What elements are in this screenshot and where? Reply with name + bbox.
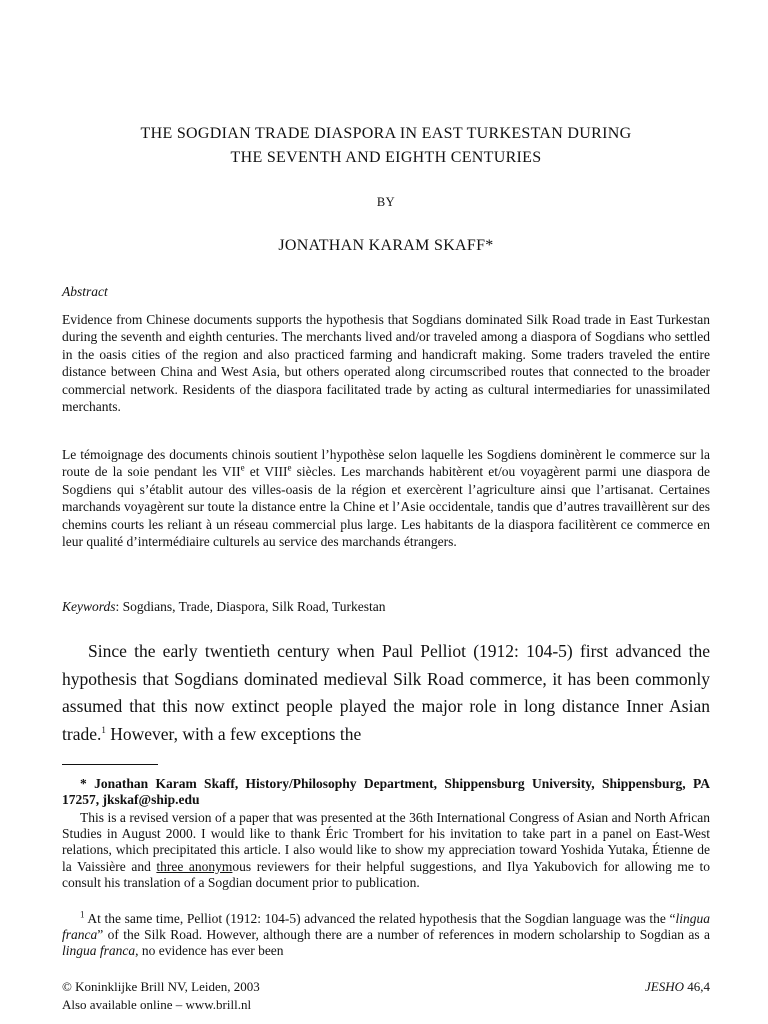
footnote-1-text-2: ” of the Silk Road. However, although there are a number of references in modern scholarship to Sogdian as a: [97, 927, 710, 943]
body-text-1: Since the early twentieth century when Paul Pelliot (1912: 104-5) first advanced the hypothesis that Sogdians dominated medieval Silk Road commerce, it has been commonly assumed that this now extinct people played the major role in long distance Inner Asian trade.: [62, 641, 710, 744]
footnote-ref-1[interactable]: 1: [101, 724, 106, 735]
footnote-1-text-3: , no evidence has ever been: [135, 943, 284, 959]
abstract-english: Evidence from Chinese documents supports the hypothesis that Sogdians dominated Silk Road trade in East Turkestan during the seventh and eighth centuries. The merchants lived and/or traveled among a diaspora of Sogdians who settled in the oasis cities of the region and also practiced farming and handicraft making. Some traders traveled the entire distance between China and West Asia, but others operated along circumscribed routes that connected to the broader commercial network. Residents of the diaspora facilitated trade by acting as cultural intermediaries for unassimilated merchants.: [62, 312, 710, 415]
byline-label: BY: [376, 195, 396, 209]
abstract-french-text-2: et VIII: [244, 464, 288, 480]
footnote-1: [62, 911, 710, 960]
copyright-line: © Koninklijke Brill NV, Leiden, 2003: [62, 979, 260, 994]
online-line: Also available online – www.brill.nl: [62, 997, 252, 1012]
abstract-french-sup-1: e: [240, 462, 245, 473]
footnote-1-italic-2: lingua franca: [62, 943, 136, 959]
page-footer: [62, 978, 710, 1014]
body-text-2: However, with a few exceptions the: [105, 723, 362, 744]
footnote-divider: [62, 764, 158, 765]
journal-issue: 46,4: [684, 979, 710, 994]
body-paragraph: [62, 638, 710, 748]
abstract-french-text-3: siècles. Les marchands habitèrent et/ou voyagèrent parmi une diaspora de Sogdiens qui s’établit autour des villes-oasis de la région et exercèrent l’agriculture ainsi que l’artisanat. Certaines marchands voyagèrent sur toute la distance entre la Chine et l’Asie occidentale, tandis que d’autres travaillèrent sur des chemins courts les reliant à un réseau commercial plus large. Les habitants de la diaspora facilitèrent ce commerce en leur qualité d’intermédiaire culturels au service des marchands étrangers.: [62, 464, 710, 550]
abstract-french-sup-2: e: [287, 462, 292, 473]
journal-name: JESHO: [645, 979, 684, 994]
title-line-2: THE SEVENTH AND EIGHTH CENTURIES: [230, 149, 542, 166]
footnote-1-text-1: At the same time, Pelliot (1912: 104-5) advanced the related hypothesis that the Sogdian language was the “: [84, 911, 676, 926]
abstract-french-text-1: Le témoignage des documents chinois soutient l’hypothèse selon laquelle les Sogdiens dominèrent le commerce sur la route de la soie pendant les VII: [62, 447, 710, 480]
footnote-1-italic-1: lingua franca: [62, 911, 710, 943]
revision-footnote: [62, 810, 710, 891]
footnote-1-marker: 1: [80, 909, 85, 920]
keywords: [62, 599, 386, 615]
revision-underlined: three anonym: [156, 858, 233, 874]
title-line-1: THE SOGDIAN TRADE DIASPORA IN EAST TURKESTAN DURING: [140, 125, 632, 142]
abstract-heading: Abstract: [62, 284, 108, 299]
keywords-label: Keywords: [62, 599, 116, 614]
journal-citation: [645, 978, 710, 996]
abstract-french: [62, 446, 710, 550]
revision-text-2: ous reviewers for their helpful suggestions, and Ilya Yakubovich for allowing me to consult his translation of a Sogdian document prior to publication.: [62, 858, 710, 890]
author-footnote: * Jonathan Karam Skaff, History/Philosophy Department, Shippensburg University, Shippensburg, PA 17257, jkskaf@ship.edu: [62, 776, 710, 808]
revision-text-1: This is a revised version of a paper that was presented at the 36th International Congress of Asian and North African Studies in August 2000. I would like to thank Éric Trombert for his invitation to take part in a panel on East-West relations, which precipitated this article. I also would like to show my appreciation toward Yoshida Yutaka, Étienne de la Vaissière and: [62, 810, 710, 874]
author-name: JONATHAN KARAM SKAFF*: [278, 237, 494, 254]
keywords-values: : Sogdians, Trade, Diaspora, Silk Road, Turkestan: [115, 599, 386, 614]
article-title: [62, 122, 710, 170]
